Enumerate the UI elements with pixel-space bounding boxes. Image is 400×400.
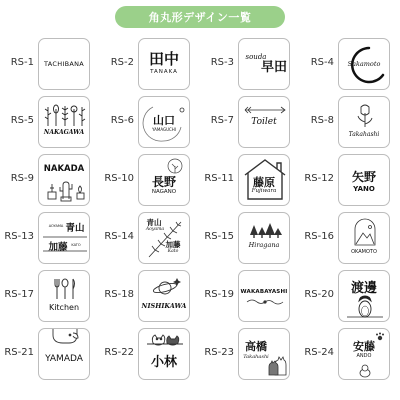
nameplate-romaji: TANAKA bbox=[150, 69, 178, 75]
design-rs-20[interactable] bbox=[300, 268, 400, 322]
plants-icon bbox=[39, 97, 90, 148]
design-code: RS-2 bbox=[110, 57, 134, 68]
nameplate-text: Toilet bbox=[251, 117, 277, 127]
nameplate-kanji: 矢野 bbox=[351, 170, 376, 184]
nameplate-card[interactable] bbox=[38, 270, 90, 322]
nameplate-kanji: 高橋 bbox=[245, 340, 267, 353]
nameplate-kanji: 藤原 bbox=[253, 176, 275, 189]
design-code: RS-17 bbox=[4, 289, 34, 300]
nameplate-text: OKAMOTO bbox=[351, 249, 377, 255]
design-code: RS-8 bbox=[310, 115, 334, 126]
nameplate-kanji: 長野 bbox=[151, 175, 176, 189]
sitting-cats-icon bbox=[239, 329, 290, 380]
nameplate-card[interactable] bbox=[338, 328, 390, 380]
penguin-icon bbox=[339, 271, 390, 322]
mountain-arch-icon bbox=[339, 213, 390, 264]
nameplate-card[interactable] bbox=[338, 96, 390, 148]
nameplate-text: Kitchen bbox=[48, 303, 80, 312]
nameplate-card[interactable] bbox=[338, 154, 390, 206]
nameplate-romaji: YAMAGUCHI bbox=[152, 127, 176, 132]
nameplate-kanji: 安藤 bbox=[353, 340, 375, 353]
design-rs-9[interactable] bbox=[0, 152, 100, 206]
design-rs-13[interactable] bbox=[0, 210, 100, 264]
nameplate-romaji: ANDO bbox=[356, 353, 372, 359]
nameplate-card[interactable] bbox=[138, 270, 190, 322]
design-rs-10[interactable] bbox=[100, 152, 200, 206]
design-rs-2[interactable] bbox=[100, 36, 200, 90]
design-rs-19[interactable] bbox=[200, 268, 300, 322]
design-rs-14[interactable] bbox=[100, 210, 200, 264]
nameplate-card[interactable] bbox=[238, 212, 290, 264]
design-rs-7[interactable] bbox=[200, 94, 300, 148]
nameplate-kanji: 早田 bbox=[260, 60, 287, 75]
design-rs-15[interactable] bbox=[200, 210, 300, 264]
nameplate-card[interactable] bbox=[338, 38, 390, 90]
design-code: RS-9 bbox=[10, 173, 34, 184]
design-rs-16[interactable] bbox=[300, 210, 400, 264]
page-title: 角丸形デザイン一覧 bbox=[148, 11, 252, 24]
design-code: RS-22 bbox=[104, 347, 134, 358]
nameplate-card[interactable] bbox=[38, 328, 90, 380]
design-code: RS-20 bbox=[304, 289, 334, 300]
nameplate-romaji: souda bbox=[245, 53, 267, 61]
design-rs-18[interactable] bbox=[100, 268, 200, 322]
design-code: RS-1 bbox=[10, 57, 34, 68]
nameplate-kanji: 渡邊 bbox=[350, 281, 377, 296]
design-row bbox=[0, 152, 400, 206]
ornament-divider-icon bbox=[239, 271, 290, 322]
cutlery-icon bbox=[39, 271, 90, 322]
design-row bbox=[0, 268, 400, 322]
nameplate-card[interactable] bbox=[38, 38, 90, 90]
nameplate-card[interactable] bbox=[138, 328, 190, 380]
nameplate-card[interactable] bbox=[238, 96, 290, 148]
nameplate-text: TACHIBANA bbox=[43, 60, 85, 68]
nameplate-card[interactable] bbox=[238, 154, 290, 206]
nameplate-kanji: 加藤 bbox=[48, 242, 68, 253]
nameplate-kanji: 小林 bbox=[150, 355, 177, 370]
nameplate-text: YAMADA bbox=[45, 354, 83, 364]
design-code: RS-24 bbox=[304, 347, 334, 358]
nameplate-romaji: KATO bbox=[71, 243, 81, 247]
planet-icon bbox=[139, 271, 190, 322]
design-rs-21[interactable] bbox=[0, 326, 100, 380]
design-code: RS-3 bbox=[210, 57, 234, 68]
design-row bbox=[0, 326, 400, 380]
design-row bbox=[0, 36, 400, 90]
nameplate-romaji: Aoyama bbox=[145, 227, 165, 232]
design-code: RS-15 bbox=[204, 231, 234, 242]
nameplate-card[interactable] bbox=[138, 96, 190, 148]
design-rs-17[interactable] bbox=[0, 268, 100, 322]
design-code: RS-23 bbox=[204, 347, 234, 358]
nameplate-text: Hiragana bbox=[248, 241, 280, 249]
nameplate-card[interactable] bbox=[38, 154, 90, 206]
design-code: RS-10 bbox=[104, 173, 134, 184]
forest-icon bbox=[239, 213, 290, 264]
nameplate-kanji: 青山 bbox=[146, 218, 162, 227]
nameplate-card[interactable] bbox=[138, 154, 190, 206]
design-rs-22[interactable] bbox=[100, 326, 200, 380]
nameplate-text: NAKAGAWA bbox=[43, 129, 85, 136]
design-code: RS-19 bbox=[204, 289, 234, 300]
design-code: RS-4 bbox=[310, 57, 334, 68]
nameplate-romaji: Fujiwara bbox=[251, 188, 277, 194]
nameplate-text: Sakamoto bbox=[347, 60, 381, 68]
nameplate-card[interactable] bbox=[238, 328, 290, 380]
design-code: RS-16 bbox=[304, 231, 334, 242]
design-row bbox=[0, 210, 400, 264]
design-rs-23[interactable] bbox=[200, 326, 300, 380]
nameplate-card[interactable] bbox=[338, 212, 390, 264]
design-code: RS-14 bbox=[104, 231, 134, 242]
design-rs-1[interactable] bbox=[0, 36, 100, 90]
design-code: RS-12 bbox=[304, 173, 334, 184]
nameplate-text: Takahashi bbox=[348, 131, 380, 138]
nameplate-card[interactable] bbox=[138, 38, 190, 90]
nameplate-text: NAKADA bbox=[43, 164, 85, 174]
nameplate-card[interactable] bbox=[38, 96, 90, 148]
design-code: RS-5 bbox=[10, 115, 34, 126]
design-code: RS-6 bbox=[110, 115, 134, 126]
design-rs-11[interactable] bbox=[200, 152, 300, 206]
nameplate-romaji: AOYAMA bbox=[48, 224, 64, 228]
nameplate-kanji: 山口 bbox=[153, 114, 175, 127]
nameplate-card[interactable] bbox=[338, 270, 390, 322]
tulip-icon bbox=[339, 97, 390, 148]
nameplate-text: WAKABAYASHI bbox=[240, 289, 288, 295]
design-code: RS-13 bbox=[4, 231, 34, 242]
design-code: RS-7 bbox=[210, 115, 234, 126]
nameplate-card[interactable] bbox=[38, 212, 90, 264]
nameplate-text: NISHIKAWA bbox=[141, 302, 187, 310]
design-row bbox=[0, 94, 400, 148]
cactus-icon bbox=[39, 155, 90, 206]
design-rs-3[interactable] bbox=[200, 36, 300, 90]
design-code: RS-18 bbox=[104, 289, 134, 300]
nameplate-kanji: 田中 bbox=[148, 50, 179, 68]
page-title-banner bbox=[115, 6, 285, 28]
nameplate-romaji: Takahashi bbox=[243, 354, 269, 360]
nameplate-card[interactable] bbox=[138, 212, 190, 264]
nameplate-kanji: 加藤 bbox=[165, 240, 181, 249]
nameplate-romaji: Kato bbox=[167, 249, 179, 254]
nameplate-card[interactable] bbox=[238, 38, 290, 90]
design-rs-4[interactable] bbox=[300, 36, 400, 90]
nameplate-romaji: YANO bbox=[353, 185, 375, 193]
design-rs-8[interactable] bbox=[300, 94, 400, 148]
design-code: RS-21 bbox=[4, 347, 34, 358]
design-rs-12[interactable] bbox=[300, 152, 400, 206]
design-rs-24[interactable] bbox=[300, 326, 400, 380]
design-rs-5[interactable] bbox=[0, 94, 100, 148]
design-rs-6[interactable] bbox=[100, 94, 200, 148]
nameplate-romaji: NAGANO bbox=[151, 189, 177, 195]
nameplate-card[interactable] bbox=[238, 270, 290, 322]
design-code: RS-11 bbox=[204, 173, 234, 184]
nameplate-kanji: 青山 bbox=[65, 223, 85, 234]
